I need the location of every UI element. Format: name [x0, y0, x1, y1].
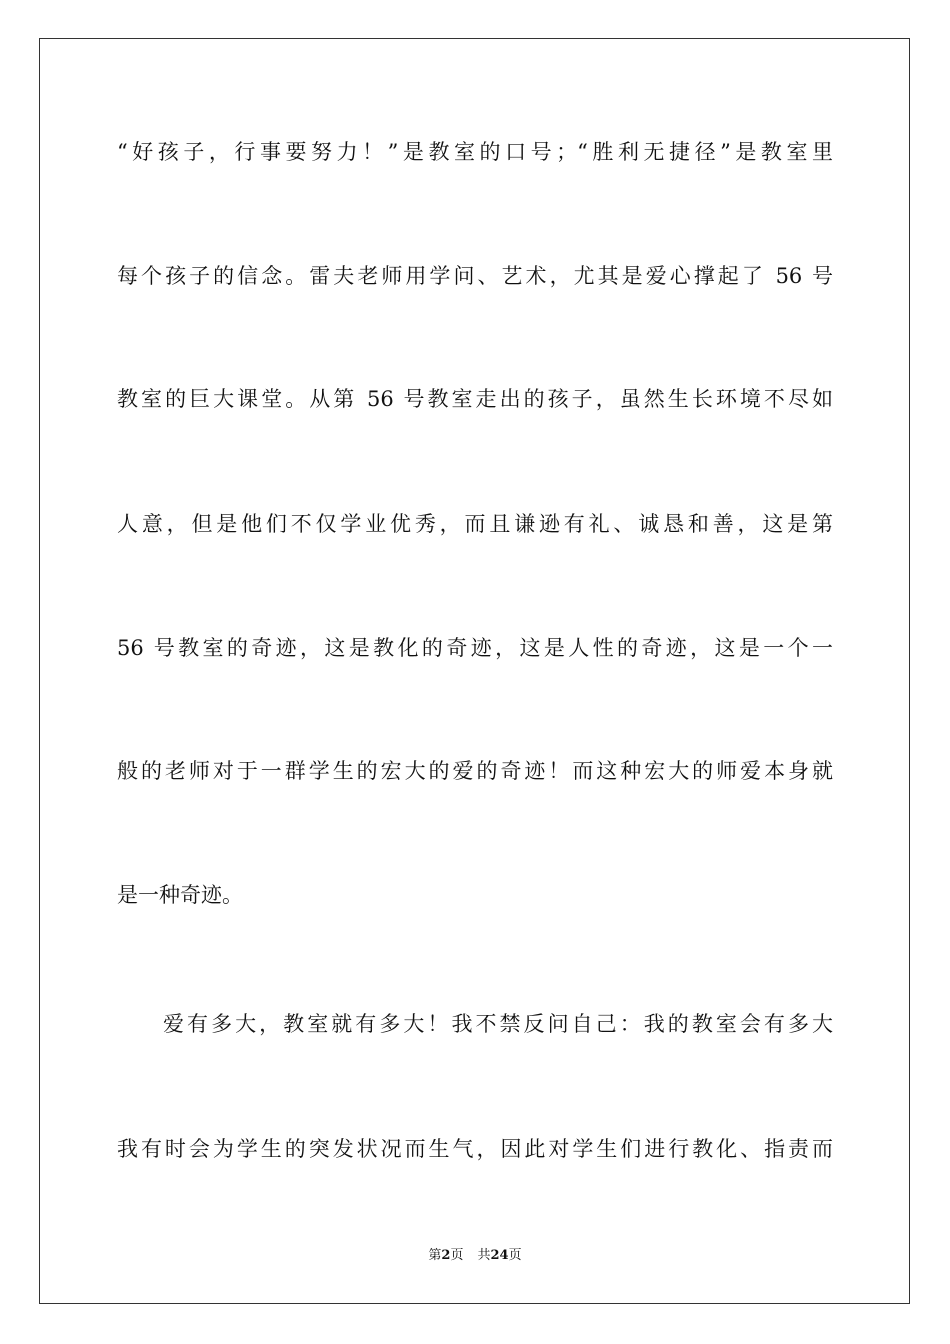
- page-number: 2: [441, 1248, 451, 1263]
- body-line-8: 爱有多大，教室就有多大！我不禁反问自己：我的教室会有多大: [163, 1012, 833, 1036]
- page-prefix: 第: [428, 1248, 442, 1263]
- total-prefix: 共: [477, 1248, 491, 1263]
- body-line-5: 56 号教室的奇迹，这是教化的奇迹，这是人性的奇迹，这是一个一: [117, 636, 833, 660]
- page-suffix: 页: [450, 1248, 464, 1263]
- body-line-3: 教室的巨大课堂。从第 56 号教室走出的孩子，虽然生长环境不尽如: [117, 387, 833, 411]
- page-footer: [0, 1247, 950, 1265]
- body-line-1: “好孩子，行事要努力！”是教室的口号；“胜利无捷径”是教室里: [117, 140, 833, 164]
- body-line-2: 每个孩子的信念。雷夫老师用学问、艺术，尤其是爱心撑起了 56 号: [117, 264, 833, 288]
- body-line-9: 我有时会为学生的突发状况而生气，因此对学生们进行教化、指责而: [117, 1137, 833, 1161]
- total-suffix: 页: [508, 1248, 522, 1263]
- body-line-6: 般的老师对于一群学生的宏大的爱的奇迹！而这种宏大的师爱本身就: [117, 759, 833, 783]
- total-pages: 24: [490, 1248, 509, 1263]
- page-frame: [39, 38, 910, 1304]
- body-line-7: 是一种奇迹。: [117, 883, 243, 907]
- body-line-4: 人意，但是他们不仅学业优秀，而且谦逊有礼、诚恳和善，这是第: [117, 512, 833, 536]
